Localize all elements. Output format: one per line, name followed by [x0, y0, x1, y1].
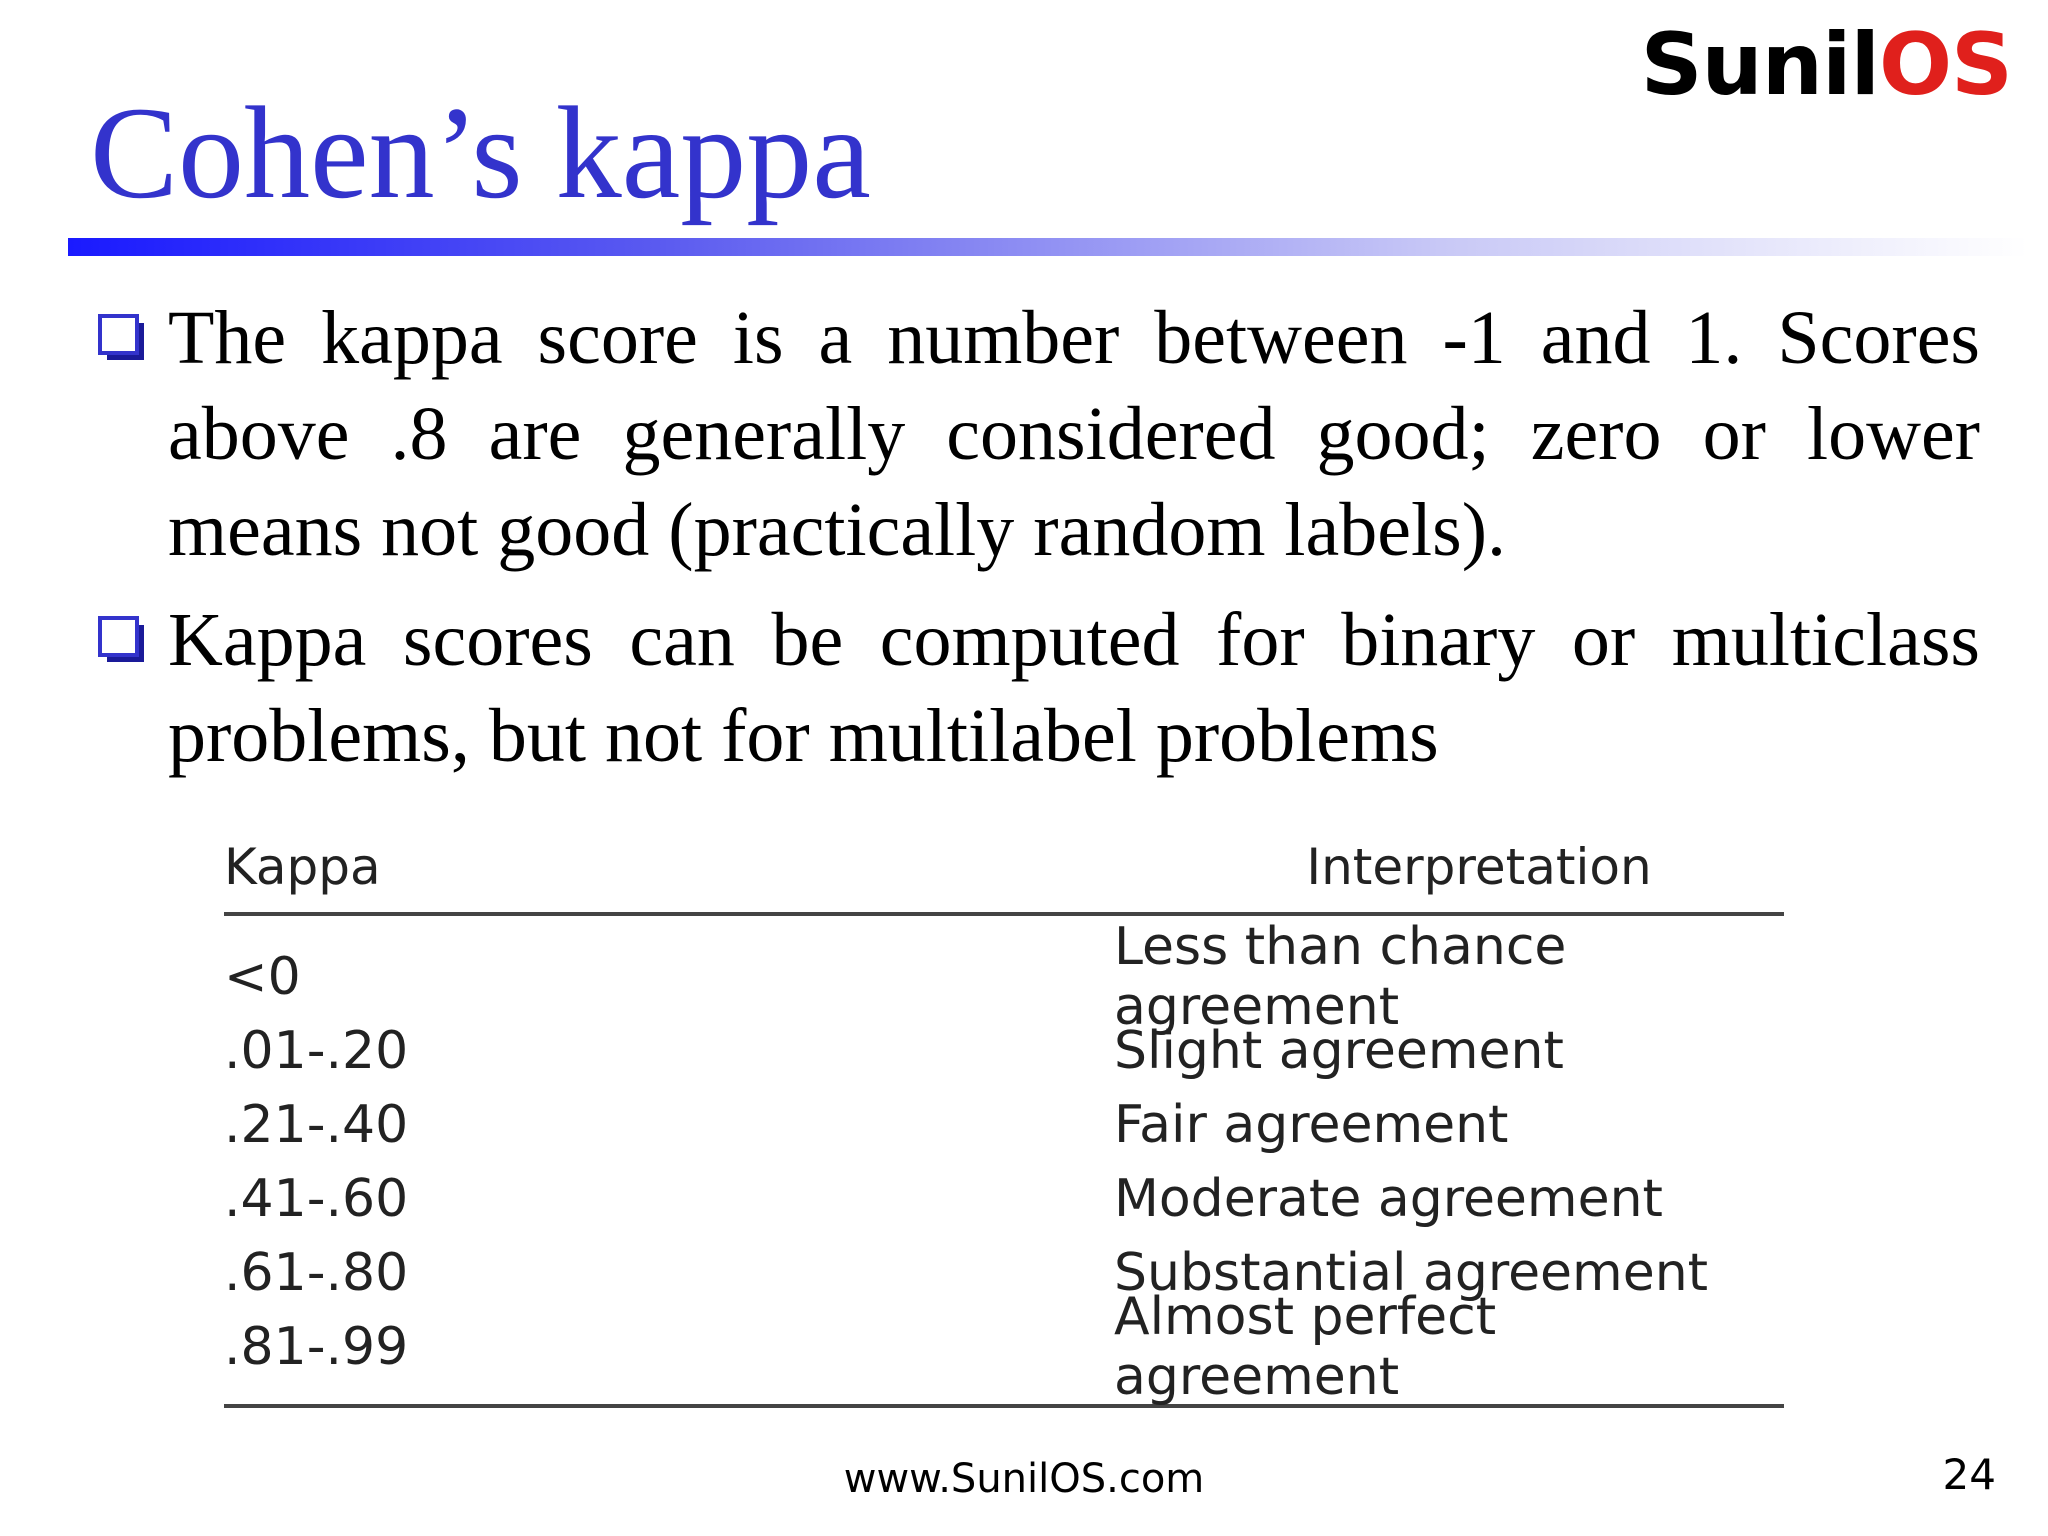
bullet-item	[168, 290, 1980, 578]
table-body	[224, 916, 1784, 1408]
kappa-range-cell: .61-.80	[224, 1243, 409, 1303]
table-row	[224, 1014, 1784, 1088]
page-number: 24	[1942, 1450, 1996, 1499]
table-row	[224, 917, 1784, 1037]
logo-text-sunil: Sunil	[1640, 15, 1879, 115]
table-header-row	[224, 822, 1784, 916]
bullet-item	[168, 592, 1980, 784]
column-header-kappa: Kappa	[224, 838, 381, 896]
kappa-range-cell: .81-.99	[224, 1317, 409, 1377]
sunilos-logo	[1640, 15, 2012, 115]
interpretation-cell: Slight agreement	[1114, 1021, 1564, 1081]
title-underline-bar	[68, 238, 2028, 256]
table-row	[224, 1162, 1784, 1236]
logo-text-os: OS	[1878, 15, 2012, 115]
kappa-range-cell: .01-.20	[224, 1021, 409, 1081]
interpretation-cell: Moderate agreement	[1114, 1169, 1663, 1229]
interpretation-cell: Fair agreement	[1114, 1095, 1509, 1155]
bullet-text: Kappa scores can be computed for binary or multiclass problems, but not for multilabel problems	[168, 598, 1980, 778]
kappa-range-cell: .21-.40	[224, 1095, 409, 1155]
checkbox-square-icon	[98, 616, 144, 662]
interpretation-cell: Less than chance agreement	[1114, 917, 1567, 1037]
table-row	[224, 1088, 1784, 1162]
kappa-range-cell: .41-.60	[224, 1169, 409, 1229]
interpretation-cell: Almost perfect agreement	[1114, 1287, 1497, 1407]
kappa-range-cell: <0	[224, 947, 301, 1007]
checkbox-square-icon	[98, 314, 144, 360]
footer-url: www.SunilOS.com	[843, 1456, 1205, 1502]
bullet-list	[0, 290, 2048, 798]
slide-title: Cohen’s kappa	[90, 79, 871, 226]
column-header-interpretation: Interpretation	[1306, 838, 1652, 896]
interpretation-cell: Substantial agreement	[1114, 1243, 1709, 1303]
bullet-text: The kappa score is a number between -1 and 1. Scores above .8 are generally considered good; zero or lower means not good (practically random labels).	[168, 296, 1980, 572]
kappa-interpretation-table	[224, 822, 1784, 1408]
table-row	[224, 1287, 1784, 1407]
